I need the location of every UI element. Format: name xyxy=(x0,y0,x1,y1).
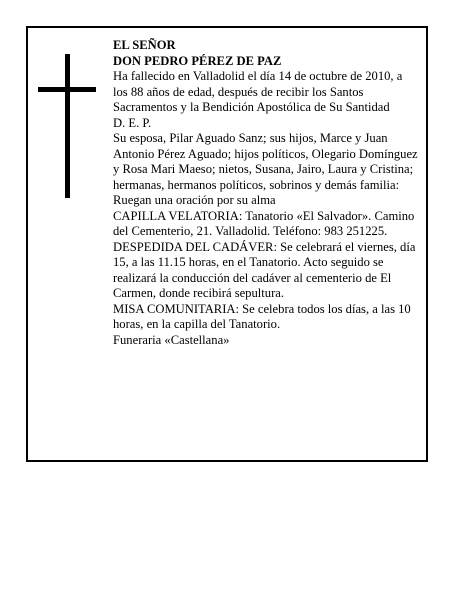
obituary-text xyxy=(113,38,419,348)
cross-icon xyxy=(38,54,96,198)
funeral-home: Funeraria «Castellana» xyxy=(113,332,230,347)
prayer-request: Ruegan una oración por su alma xyxy=(113,193,276,207)
cross-vertical-bar xyxy=(65,54,70,198)
chapel-info: CAPILLA VELATORIA: Tanatorio «El Salvador». Camino del Cementerio, 21. Valladolid. Teléfono: 983 251225. xyxy=(113,208,415,238)
mass-info: MISA COMUNITARIA: Se celebra todos los días, a las 10 horas, en la capilla del Tanatorio. xyxy=(113,301,411,331)
family-list: Su esposa, Pilar Aguado Sanz; sus hijos, Marce y Juan Antonio Pérez Aguado; hijos políticos, Olegario Domínguez y Rosa Mari Maeso; nietos, Susana, Jairo, Laura y Cristina; hermanas, hermanos políticos, sobrinos y demás familia: xyxy=(113,131,418,192)
passing-statement: Ha fallecido en Valladolid el día 14 de octubre de 2010, a los 88 años de edad, después de recibir los Santos Sacramentos y la Bendición Apostólica de Su Santidad xyxy=(113,69,403,114)
cross-horizontal-bar xyxy=(38,87,96,92)
farewell-info: DESPEDIDA DEL CADÁVER: Se celebrará el viernes, día 15, a las 11.15 horas, en el Tanatorio. Acto seguido se realizará la conducción del cadáver al cementerio de El Carmen, donde recibirá sepultura. xyxy=(113,239,416,300)
deceased-title: EL SEÑOR xyxy=(113,38,176,52)
rip-line: D. E. P. xyxy=(113,115,152,130)
deceased-name: DON PEDRO PÉREZ DE PAZ xyxy=(113,53,282,68)
